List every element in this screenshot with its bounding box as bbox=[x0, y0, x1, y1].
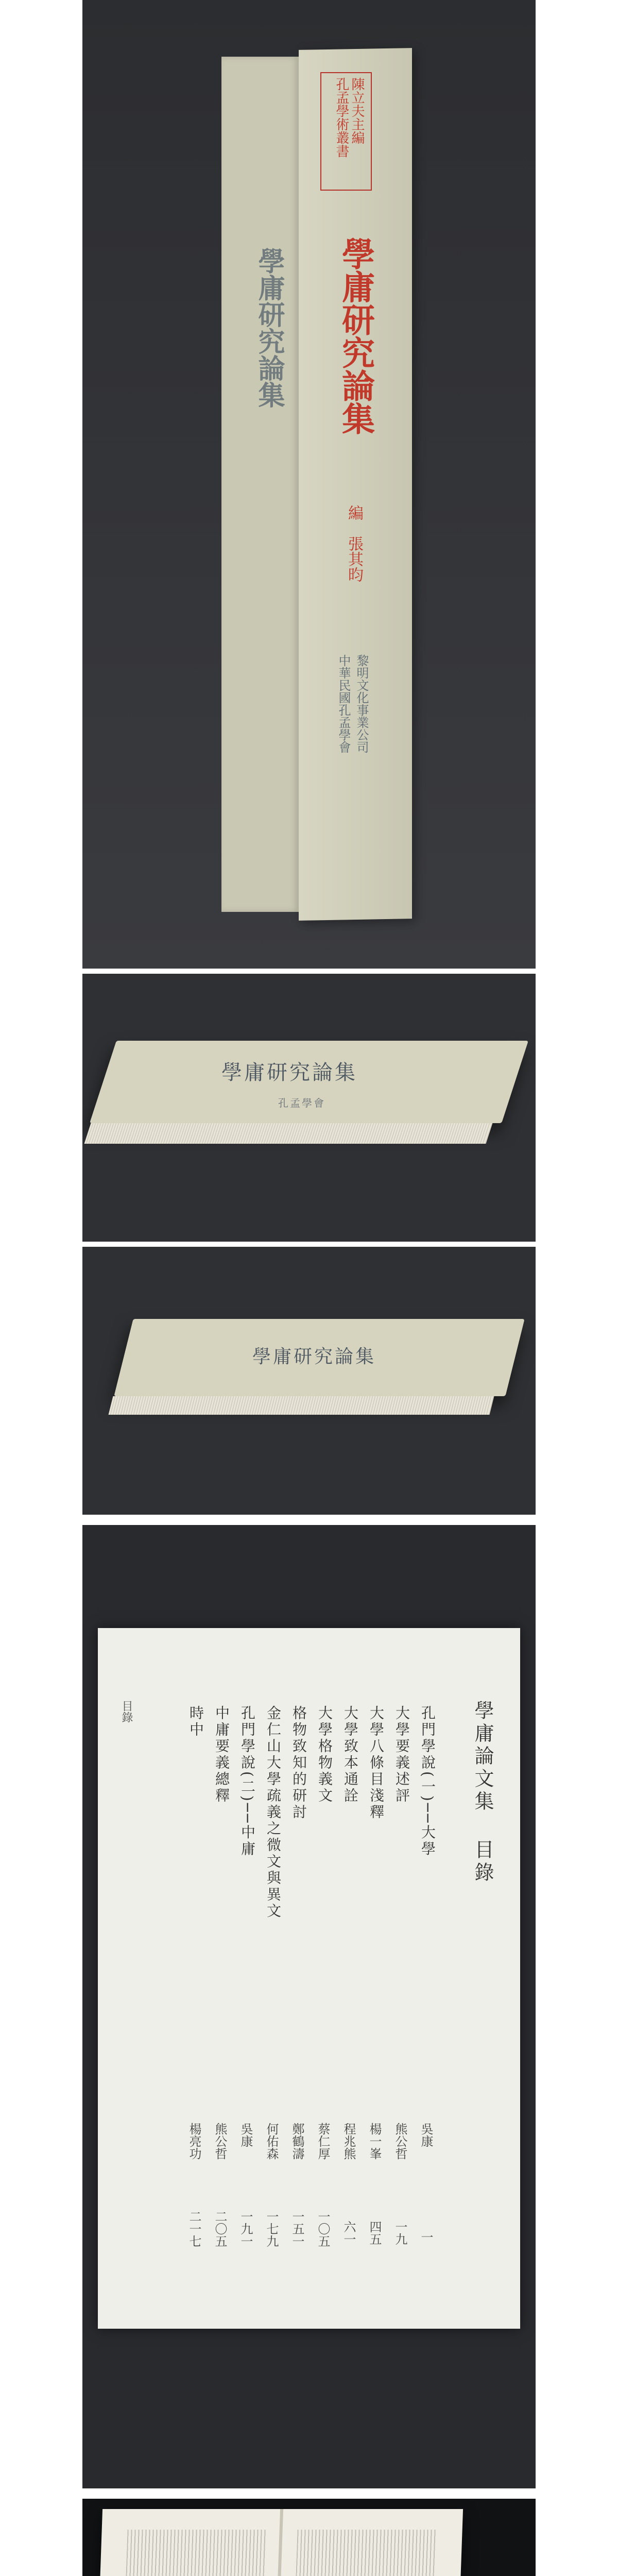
toc-entry: 中庸要義總釋 bbox=[213, 1705, 230, 1804]
book-flat-subtitle: 孔孟學會 bbox=[278, 1097, 325, 1109]
spine-author: 張其昀 bbox=[345, 536, 363, 582]
toc-entry: 大學要義述評 bbox=[393, 1705, 410, 1804]
toc-author: 吳康 bbox=[419, 2123, 433, 2147]
toc-page: 一 bbox=[419, 2231, 433, 2243]
toc-author: 何佑森 bbox=[264, 2123, 279, 2160]
spine-title: 學庸研究論集 bbox=[336, 237, 374, 435]
contents-footer: 目錄 bbox=[120, 1700, 133, 1723]
toc-page: 一〇五 bbox=[316, 2210, 330, 2247]
book-flat-pages-2 bbox=[109, 1396, 494, 1415]
open-book bbox=[93, 2509, 463, 2576]
spine-publisher-1: 中華民國孔孟學會 bbox=[336, 654, 351, 753]
spine-author-label: 編 bbox=[345, 505, 363, 520]
toc-page: 六一 bbox=[341, 2221, 356, 2245]
toc-entry: 時中 bbox=[187, 1705, 204, 1738]
toc-author: 熊公哲 bbox=[213, 2123, 227, 2160]
book-flat-pages bbox=[84, 1123, 493, 1144]
book-gutter bbox=[271, 2509, 283, 2576]
toc-page: 四五 bbox=[367, 2221, 382, 2245]
toc-entry: 大學格物義文 bbox=[316, 1705, 333, 1804]
toc-entry: 孔門學說(二)──中庸 bbox=[239, 1705, 256, 1858]
right-page-text bbox=[290, 2530, 437, 2576]
left-page-text bbox=[120, 2530, 267, 2576]
open-book-photo-1 bbox=[82, 2499, 536, 2576]
spine-photo bbox=[82, 0, 536, 969]
toc-author: 熊公哲 bbox=[393, 2123, 407, 2160]
spine-publisher-2: 黎明文化事業公司 bbox=[354, 654, 369, 753]
toc-author: 程兆熊 bbox=[341, 2123, 356, 2160]
toc-author: 楊一峯 bbox=[367, 2123, 382, 2160]
toc-author: 楊亮功 bbox=[187, 2123, 201, 2160]
book-flat-photo-1 bbox=[82, 974, 536, 1242]
book-spine bbox=[221, 57, 299, 912]
contents-page bbox=[98, 1628, 520, 2329]
toc-entry: 格物致知的研討 bbox=[290, 1705, 307, 1821]
toc-page: 一九 bbox=[393, 2221, 407, 2245]
toc-page: 一七九 bbox=[264, 2210, 279, 2247]
toc-author: 蔡仁厚 bbox=[316, 2123, 330, 2160]
toc-page: 二〇五 bbox=[213, 2210, 227, 2247]
book-flat-photo-2 bbox=[82, 1247, 536, 1515]
toc-page: 一五一 bbox=[290, 2210, 304, 2247]
toc-author: 吳康 bbox=[238, 2123, 253, 2147]
book-flat-title: 學庸研究論集 bbox=[221, 1061, 357, 1084]
toc-author: 鄭鶴濤 bbox=[290, 2123, 304, 2160]
book-flat-title-2: 學庸研究論集 bbox=[252, 1346, 376, 1367]
toc-entry: 大學八條目淺釋 bbox=[368, 1705, 385, 1821]
cover-side-title: 學庸研究論集 bbox=[253, 247, 284, 408]
spine-series-line1: 孔孟學術叢書 bbox=[334, 77, 349, 158]
spine-series-line2: 陳立夫主編 bbox=[349, 77, 365, 144]
toc-page: 一九一 bbox=[238, 2210, 253, 2247]
toc-entry: 金仁山大學疏義之微文與異文 bbox=[265, 1705, 282, 1920]
toc-page: 二一七 bbox=[187, 2210, 201, 2247]
toc-entry: 大學致本通詮 bbox=[342, 1705, 359, 1804]
toc-entry: 孔門學說(一)──大學 bbox=[419, 1705, 436, 1858]
contents-heading: 學庸論文集 目錄 bbox=[471, 1700, 494, 1885]
contents-photo bbox=[82, 1525, 536, 2488]
